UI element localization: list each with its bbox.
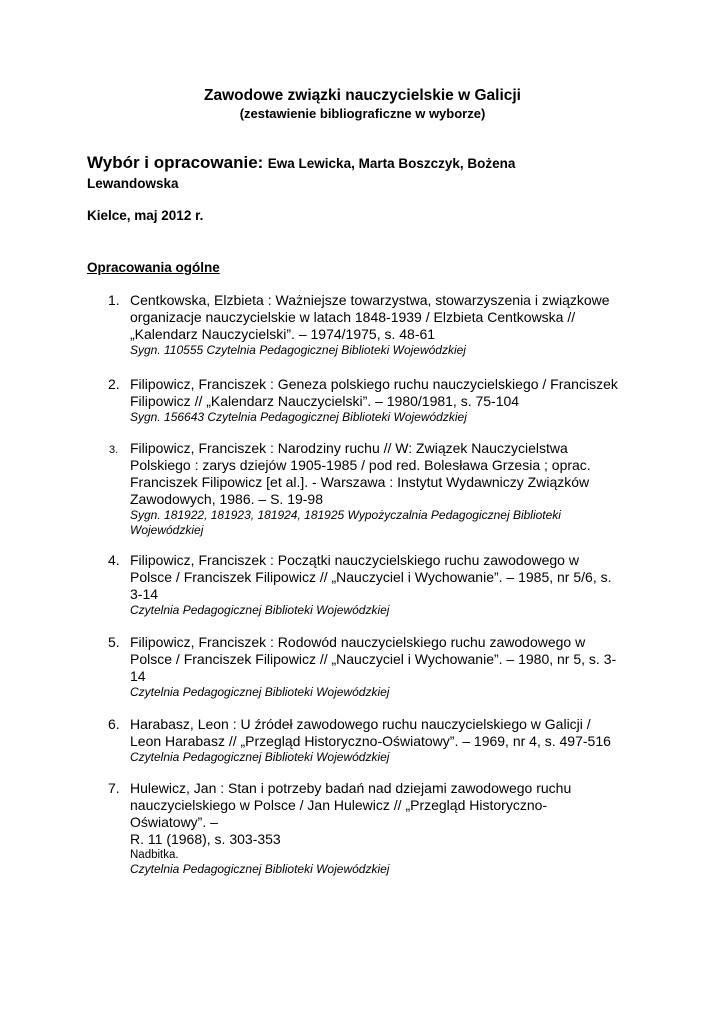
entry-line: Filipowicz, Franciszek : Geneza polskiego ruchu nauczycielskiego / Franciszek [130, 376, 618, 392]
entry-line: Filipowicz // „Kalendarz Nauczycielski”. – 1980/1981, s. 75-104 [130, 393, 520, 409]
entry-location: Czytelnia Pedagogicznej Biblioteki Wojewódzkiej [130, 862, 390, 876]
entry-number: 1. [108, 292, 120, 308]
entry-line: Polsce / Franciszek Filipowicz // „Nauczyciel i Wychowanie”. – 1985, nr 5/6, s. [130, 569, 612, 585]
entry-body [130, 634, 645, 700]
entry-line: Filipowicz, Franciszek : Początki nauczycielskiego ruchu zawodowego w [130, 552, 579, 568]
entry-location: Sygn. 181922, 181923, 181924, 181925 Wypożyczalnia Pedagogicznej Biblioteki [130, 508, 561, 522]
entry-number: 7. [108, 780, 120, 796]
authors-line [87, 153, 647, 174]
entry-body [130, 552, 645, 618]
entry-location: Wojewódzkiej [130, 523, 204, 537]
document-subtitle: (zestawienie bibliograficzne w wyborze) [239, 106, 486, 121]
entry-line: Filipowicz, Franciszek : Rodowód nauczycielskiego ruchu zawodowego w [130, 634, 586, 650]
entry-number: 4. [108, 552, 120, 568]
entry-location: Czytelnia Pedagogicznej Biblioteki Wojewódzkiej [130, 750, 390, 764]
document-title: Zawodowe związki nauczycielskie w Galicji [203, 87, 521, 104]
authors-label: Wybór i opracowanie: [87, 153, 264, 172]
entry-location: Czytelnia Pedagogicznej Biblioteki Wojewódzkiej [130, 603, 390, 617]
entry-line: Leon Harabasz // „Przegląd Historyczno-Oświatowy”. – 1969, nr 4, s. 497-516 [130, 733, 611, 749]
entry-line: nauczycielskiego w Polsce / Jan Hulewicz // „Przegląd Historyczno- [130, 797, 548, 813]
entry-body [130, 440, 645, 538]
authors-names: Ewa Lewicka, Marta Boszczyk, Bożena [267, 156, 516, 171]
entry-number: 6. [108, 716, 120, 732]
entry-location: Czytelnia Pedagogicznej Biblioteki Wojewódzkiej [130, 685, 390, 699]
entry-body [130, 376, 645, 425]
entry-line: Harabasz, Leon : U źródeł zawodowego ruchu nauczycielskiego w Galicji / [130, 716, 591, 732]
entry-line: Filipowicz, Franciszek : Narodziny ruchu // W: Związek Nauczycielstwa [130, 440, 568, 456]
entry-line: Franciszek Filipowicz [et al.]. - Warszawa : Instytut Wydawniczy Związków [130, 474, 590, 490]
entry-line: Hulewicz, Jan : Stan i potrzeby badań nad dziejami zawodowego ruchu [130, 780, 572, 796]
place-date: Kielce, maj 2012 r. [87, 208, 204, 223]
entry-line: Centkowska, Elzbieta : Ważniejsze towarzystwa, stowarzyszenia i związkowe [130, 292, 610, 308]
entry-note: Nadbitka. [130, 849, 179, 861]
entry-line: 14 [130, 668, 146, 684]
entry-body [130, 780, 645, 877]
entry-number: 3. [109, 444, 119, 456]
entry-line: Zawodowych, 1986. – S. 19-98 [130, 491, 324, 507]
entry-number: 2. [108, 376, 120, 392]
entry-location: Sygn. 156643 Czytelnia Pedagogicznej Biblioteki Wojewódzkiej [130, 410, 467, 424]
section-heading: Opracowania ogólne [87, 260, 220, 275]
entry-line: 3-14 [130, 586, 159, 602]
entry-line: Polskiego : zarys dziejów 1905-1985 / pod red. Bolesława Grzesia ; oprac. [130, 457, 591, 473]
entry-body [130, 292, 645, 358]
entry-line: organizacje nauczycielskie w latach 1848-1939 / Elzbieta Centkowska // [130, 309, 576, 325]
entry-line: Polsce / Franciszek Filipowicz // „Nauczyciel i Wychowanie”. – 1980, nr 5, s. 3- [130, 651, 617, 667]
entry-line: Oświatowy”. – [130, 814, 218, 830]
authors-names-continued: Lewandowska [87, 176, 179, 191]
entry-location: Sygn. 110555 Czytelnia Pedagogicznej Biblioteki Wojewódzkiej [130, 343, 466, 357]
entry-body [130, 716, 645, 765]
entry-line: R. 11 (1968), s. 303-353 [130, 831, 281, 847]
entry-number: 5. [108, 634, 120, 650]
entry-line: „Kalendarz Nauczycielski”. – 1974/1975, s. 48-61 [130, 326, 436, 342]
